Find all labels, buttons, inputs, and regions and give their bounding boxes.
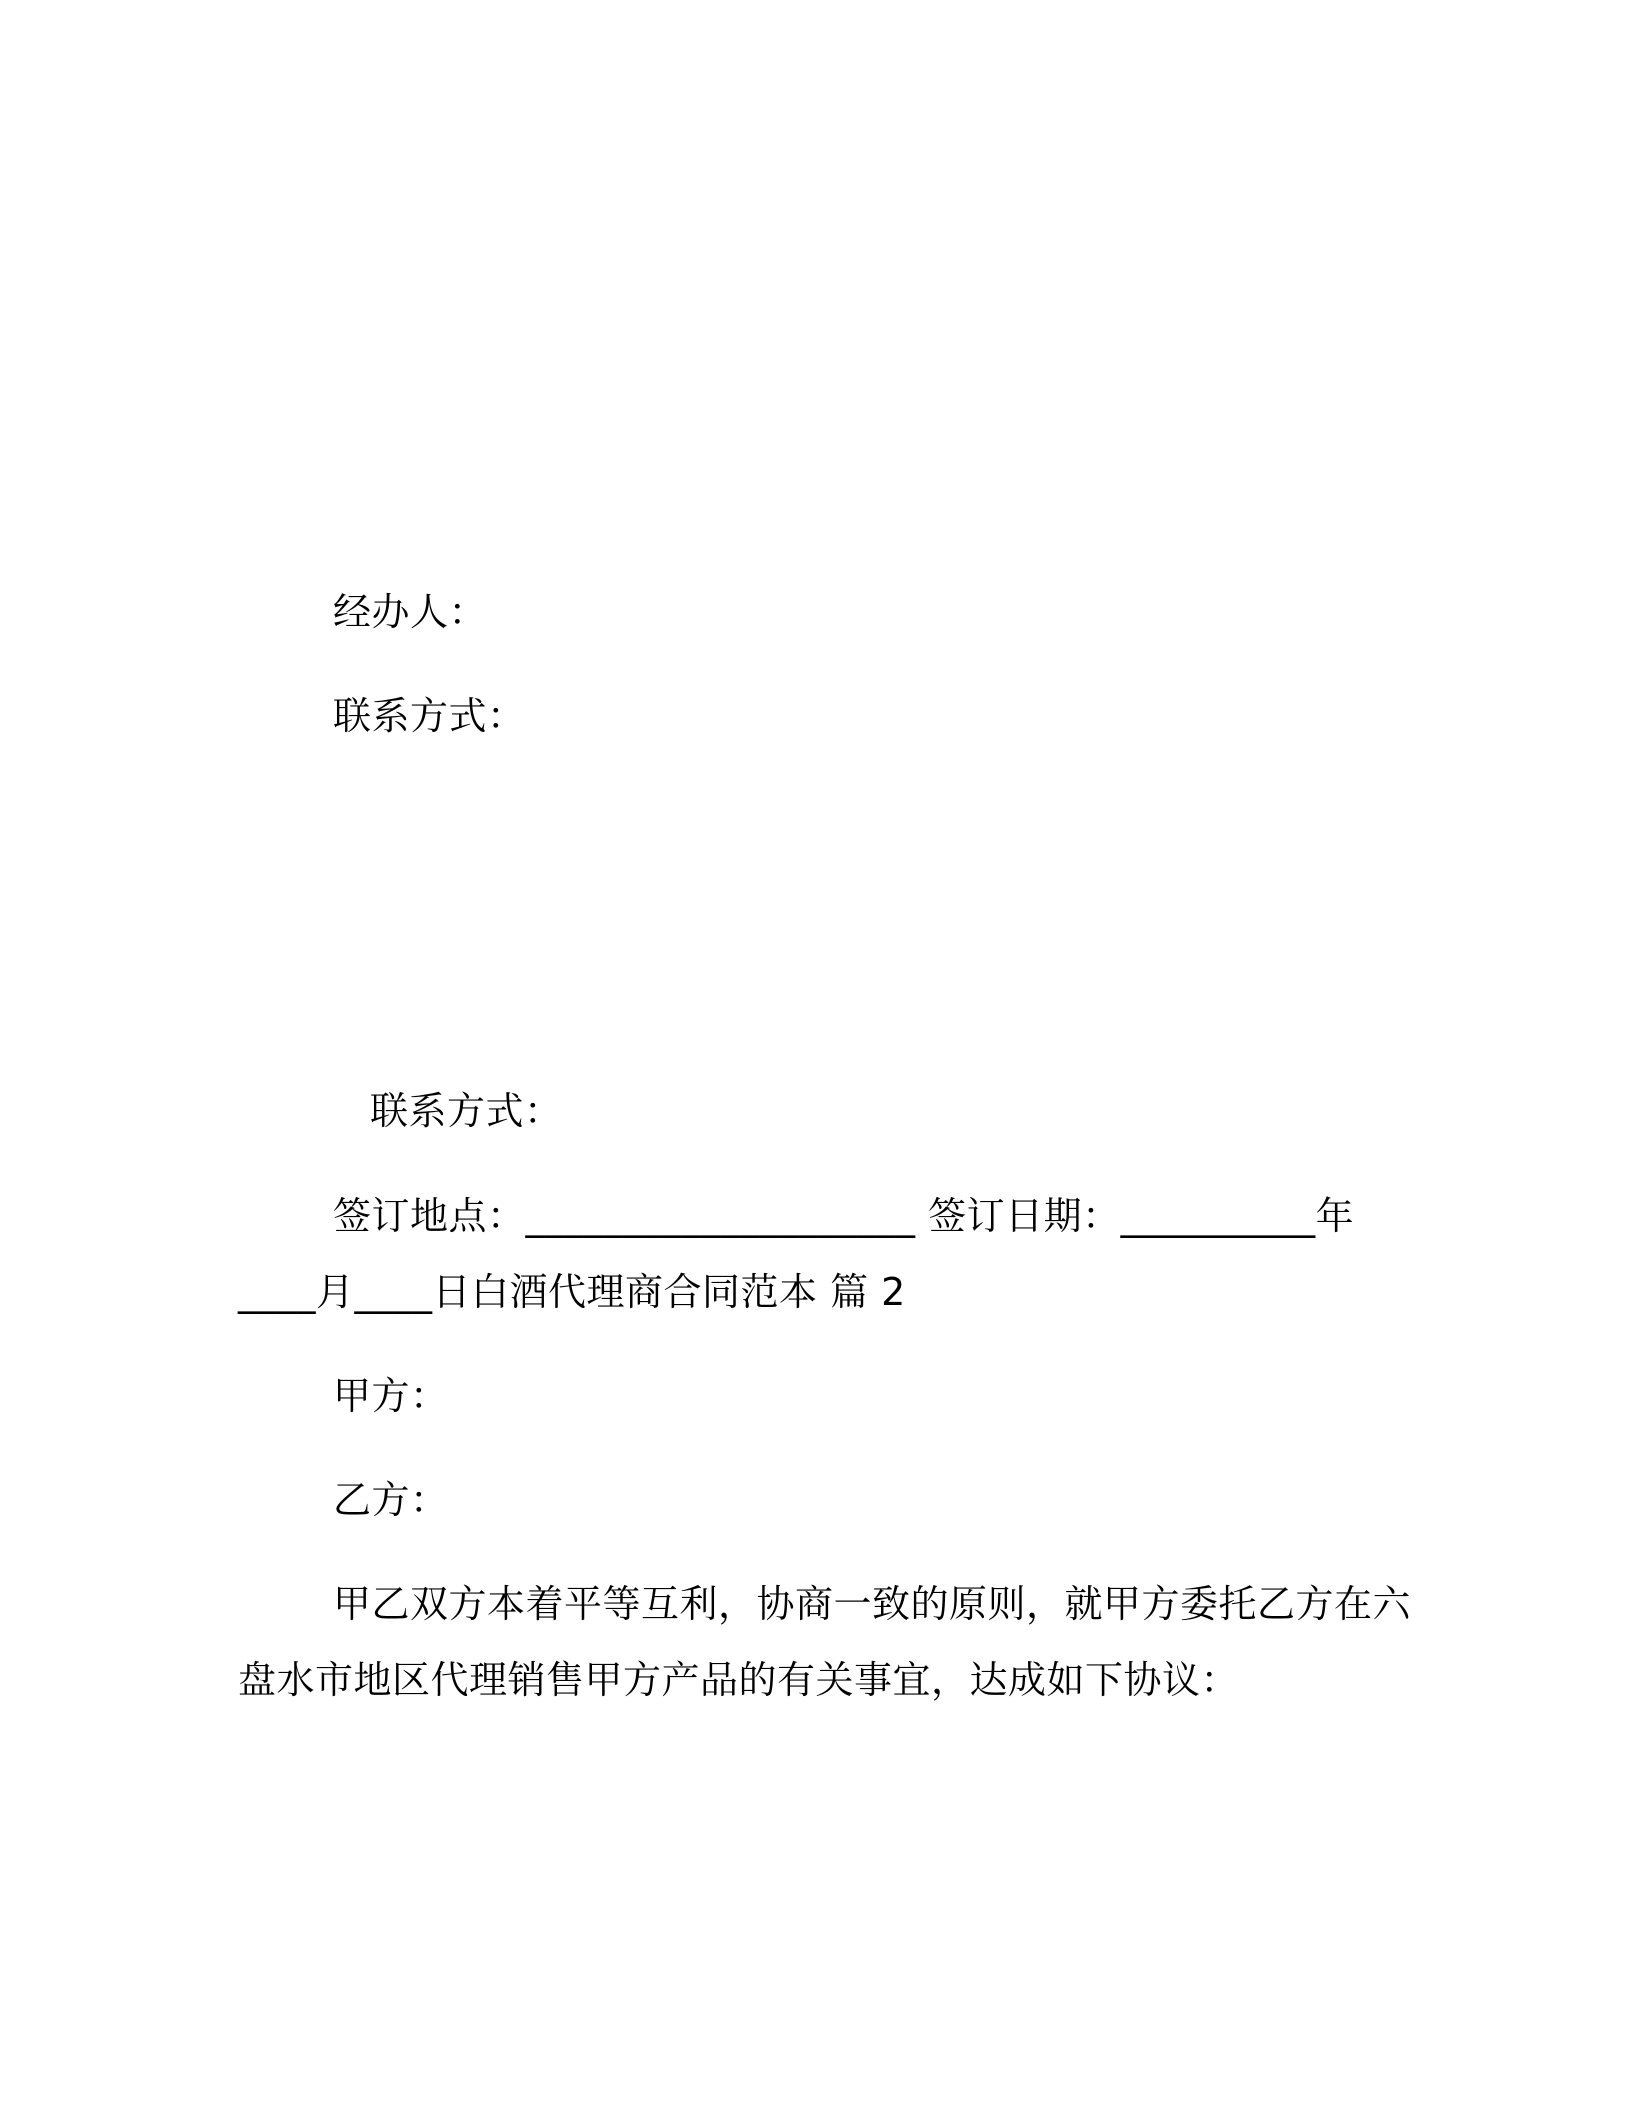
- party-a-label: 甲方：: [333, 1374, 449, 1418]
- contact-label-2: 联系方式：: [370, 1089, 563, 1133]
- handler-label: 经办人：: [333, 590, 488, 634]
- signing-place-date-line: 签订地点：____________________ 签订日期：__________年: [333, 1194, 1355, 1238]
- intro-paragraph-line-2: 盘水市地区代理销售甲方产品的有关事宜，达成如下协议：: [238, 1658, 1240, 1702]
- party-b-label: 乙方：: [333, 1478, 449, 1522]
- intro-paragraph-line-1: 甲乙双方本着平等互利，协商一致的原则，就甲方委托乙方在六: [333, 1582, 1412, 1626]
- contact-label: 联系方式：: [333, 694, 526, 738]
- date-and-section-title: ____月____日白酒代理商合同范本 篇 2: [238, 1270, 906, 1314]
